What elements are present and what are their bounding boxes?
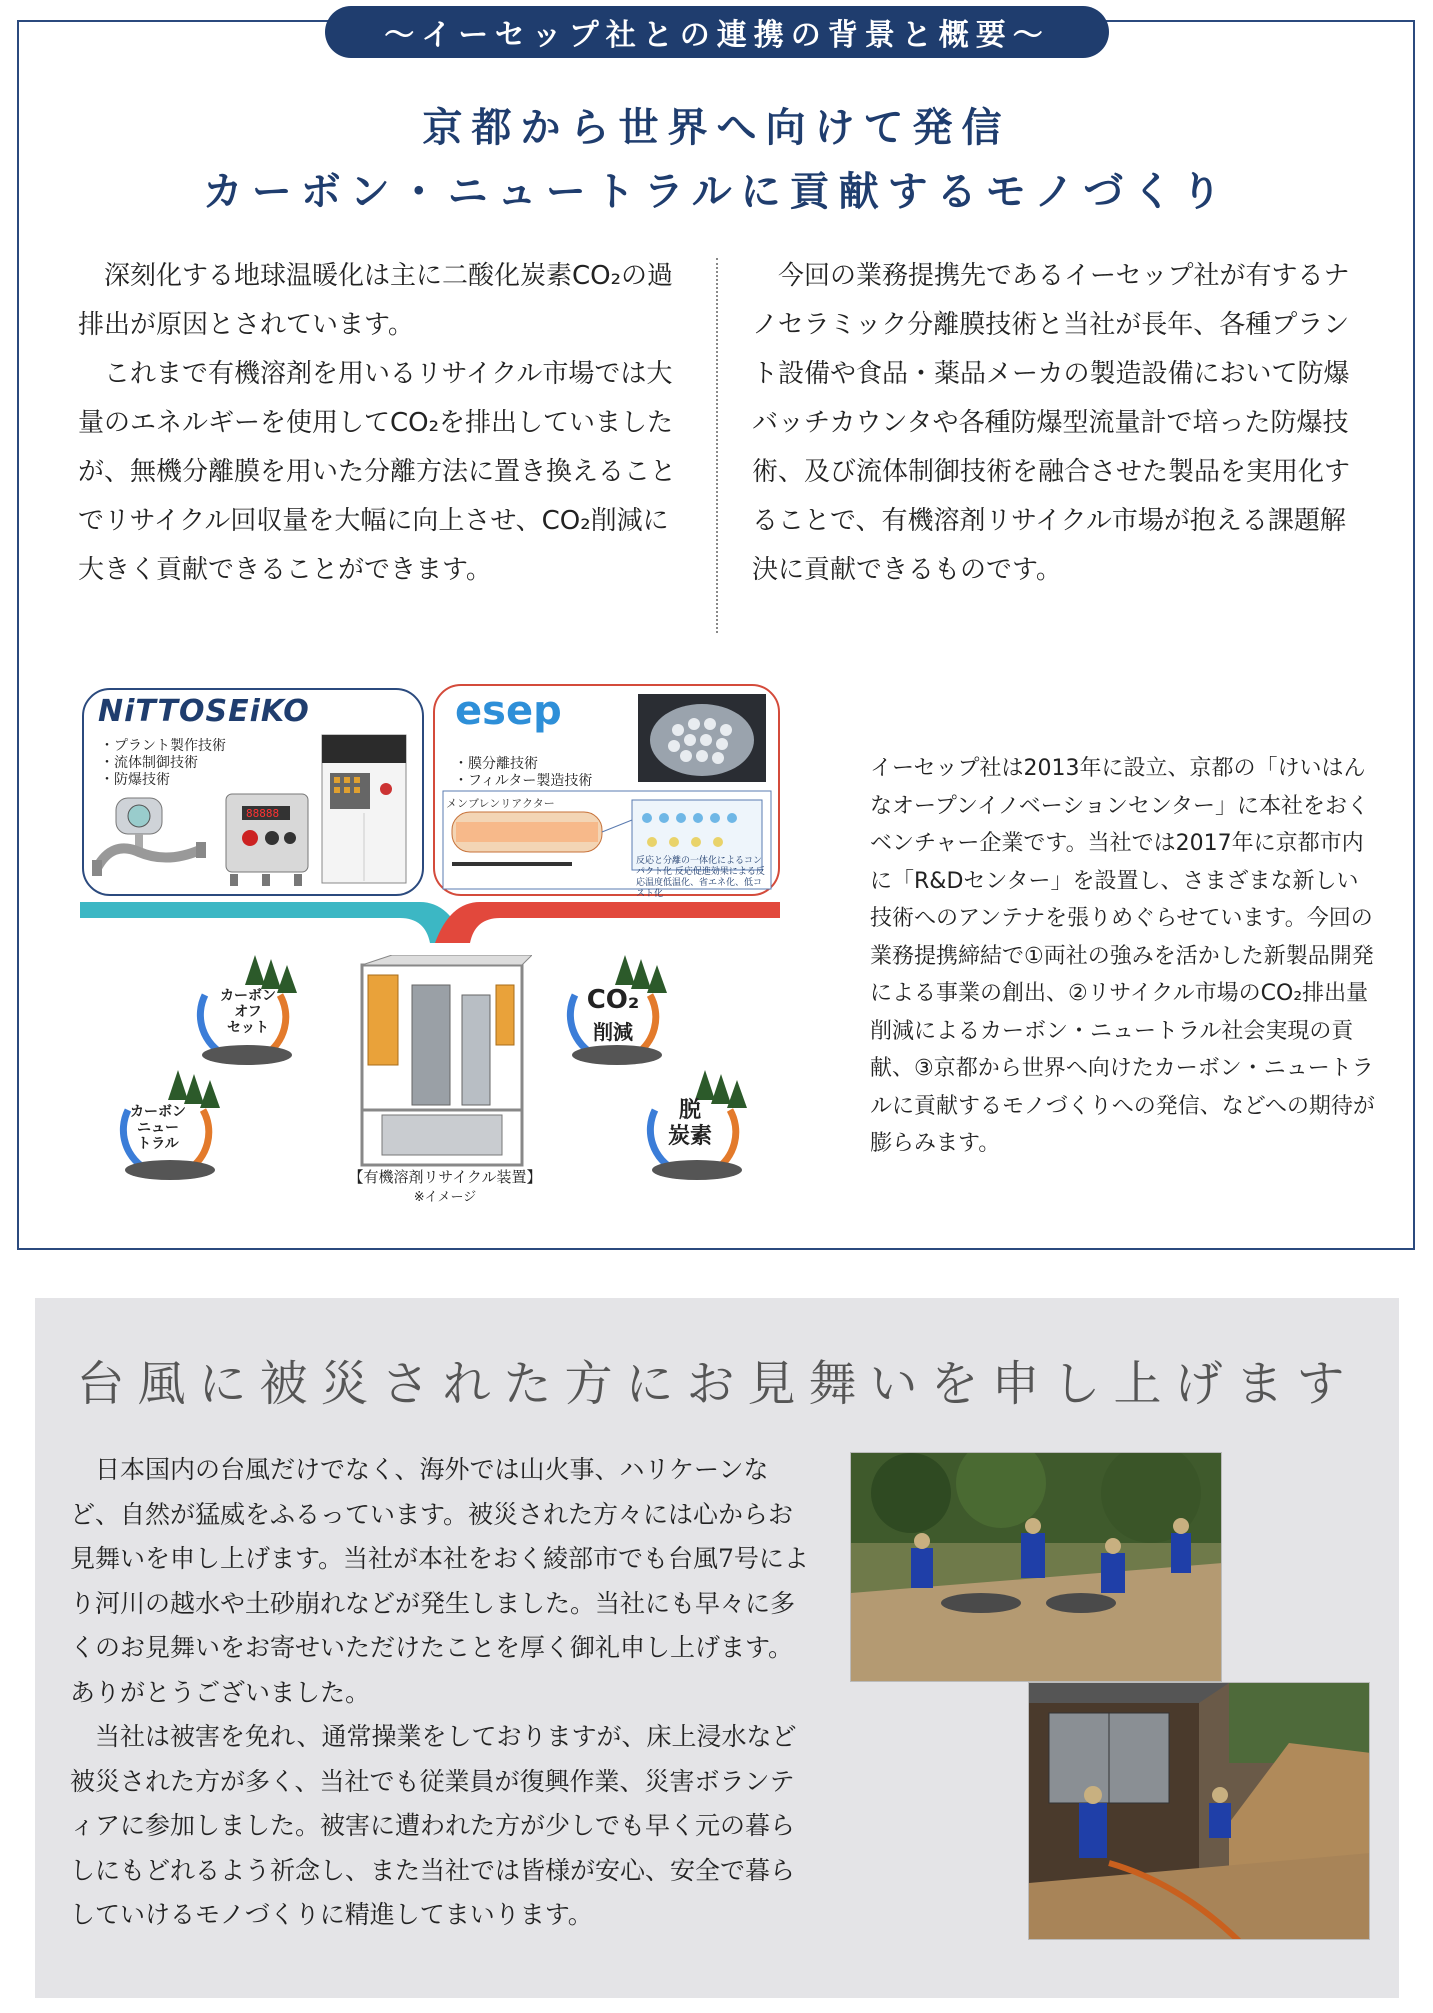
right-column-text (752, 252, 1357, 595)
nittoseiko-logo: NiTTOSEiKO (98, 694, 310, 729)
section-banner: 〜イーセップ社との連携の背景と概要〜 (325, 6, 1109, 58)
nitto-bullet: ・防爆技術 (100, 772, 170, 788)
nitto-bullet: ・流体制御技術 (100, 755, 198, 771)
typhoon-paragraph-2: 当社は被害を免れ、通常操業をしておりますが、床上浸水など被災された方が多く、当社でも従業員が復興作業、災害ボランティアに参加しました。被害に遭われた方が少しでも早く元の暮らしにもどれるよう祈念し、また当社では皆様が安心、安全で暮らしていけるモノづくりに精進してまいります。 (70, 1722, 797, 1929)
flowmeter-image (92, 790, 207, 890)
membrane-label: メンブレンリアクター (446, 797, 555, 810)
typhoon-heading: 台風に被災された方にお見舞いを申し上げます (76, 1356, 1358, 1412)
badge-line: 脱 (678, 1098, 701, 1123)
volunteer-photo-2 (1028, 1682, 1370, 1940)
badge-line: オフ (234, 1004, 262, 1020)
device-note: ※イメージ (413, 1190, 477, 1205)
badge-line: 炭素 (667, 1124, 712, 1149)
column-divider (716, 258, 718, 633)
membrane-module-image (638, 694, 766, 782)
batch-counter-image (222, 790, 312, 888)
headline-line-1: 京都から世界へ向けて発信 (422, 105, 1011, 151)
left-column-text (78, 252, 683, 595)
right-paragraph-1: 今回の業務提携先であるイーセップ社が有するナノセラミック分離膜技術と当社が長年、各種プラント設備や食品・薬品メーカの製造設備において防爆バッチカウンタや各種防爆型流量計で培った防爆技術、及び流体制御技術を融合させた製品を実用化することで、有機溶剤リサイクル市場が抱える課題解決に貢献できるものです。 (752, 261, 1351, 585)
membrane-note: 反応と分離の一体化によるコンパクト化 反応促進効果による反応温度低温化、省エネ化、低コスト化 (636, 856, 765, 899)
badge-line: カーボン (130, 1104, 186, 1120)
carbon-neutral-badge (118, 1104, 198, 1152)
badge-line: トラル (137, 1136, 179, 1152)
co2-badge-label: CO₂ (586, 985, 640, 1015)
esep-logo: esep (455, 688, 562, 734)
svg-text:88888: 88888 (246, 807, 280, 820)
nittoseiko-bullets (100, 738, 226, 789)
typhoon-text (70, 1448, 815, 1938)
esep-bullets (454, 756, 592, 790)
badge-line: カーボン (220, 988, 276, 1004)
nitto-bullet: ・プラント製作技術 (100, 738, 226, 754)
co2-badge-sub: 削減 (593, 1020, 633, 1044)
headline-line-2: カーボン・ニュートラルに貢献するモノづくり (202, 169, 1231, 215)
esep-bullet: ・膜分離技術 (454, 756, 538, 772)
left-paragraph-1: 深刻化する地球温暖化は主に二酸化炭素CO₂の過排出が原因とされています。 (78, 261, 674, 340)
decarbonization-badge (665, 1098, 715, 1150)
badge-line: セット (227, 1020, 269, 1036)
device-caption: 【有機溶剤リサイクル装置】 (348, 1168, 542, 1186)
badge-line: ニュー (137, 1120, 179, 1136)
esep-description: イーセップ社は2013年に設立、京都の「けいはんなオープンイノベーションセンター」に本社をおくベンチャー企業です。当社では2017年に京都市内に「R&Dセンター」を設置し、さまざまな新しい技術へのアンテナを張りめぐらせています。今回の業務提携締結で①両社の強みを活かした新製品開発による事業の創出、②リサイクル市場のCO₂排出量削減によるカーボン・ニュートラル社会実現の貢献、③京都から世界へ向けたカーボン・ニュートラルに貢献するモノづくりへの発信、などへの期待が膨らみます。 (870, 756, 1375, 1156)
control-cabinet-image (320, 733, 410, 888)
merge-arrows (80, 898, 780, 958)
recycle-device-image (352, 955, 532, 1170)
typhoon-paragraph-1: 日本国内の台風だけでなく、海外では山火事、ハリケーンなど、自然が猛威をふるっています。被災された方々には心からお見舞いを申し上げます。当社が本社をおく綾部市でも台風7号により河川の越水や土砂崩れなどが発生しました。当社にも早々に多くのお見舞いをお寄せいただけたことを厚く御礼申し上げます。ありがとうございました。 (70, 1455, 809, 1707)
left-paragraph-2: これまで有機溶剤を用いるリサイクル市場では大量のエネルギーを使用してCO₂を排出していましたが、無機分離膜を用いた分離方法に置き換えることでリサイクル回収量を大幅に向上させ、CO₂削減に大きく貢献できることができます。 (78, 359, 677, 585)
volunteer-photo-1 (850, 1452, 1222, 1682)
carbon-offset-badge (208, 988, 288, 1036)
esep-bullet: ・フィルター製造技術 (454, 773, 593, 789)
